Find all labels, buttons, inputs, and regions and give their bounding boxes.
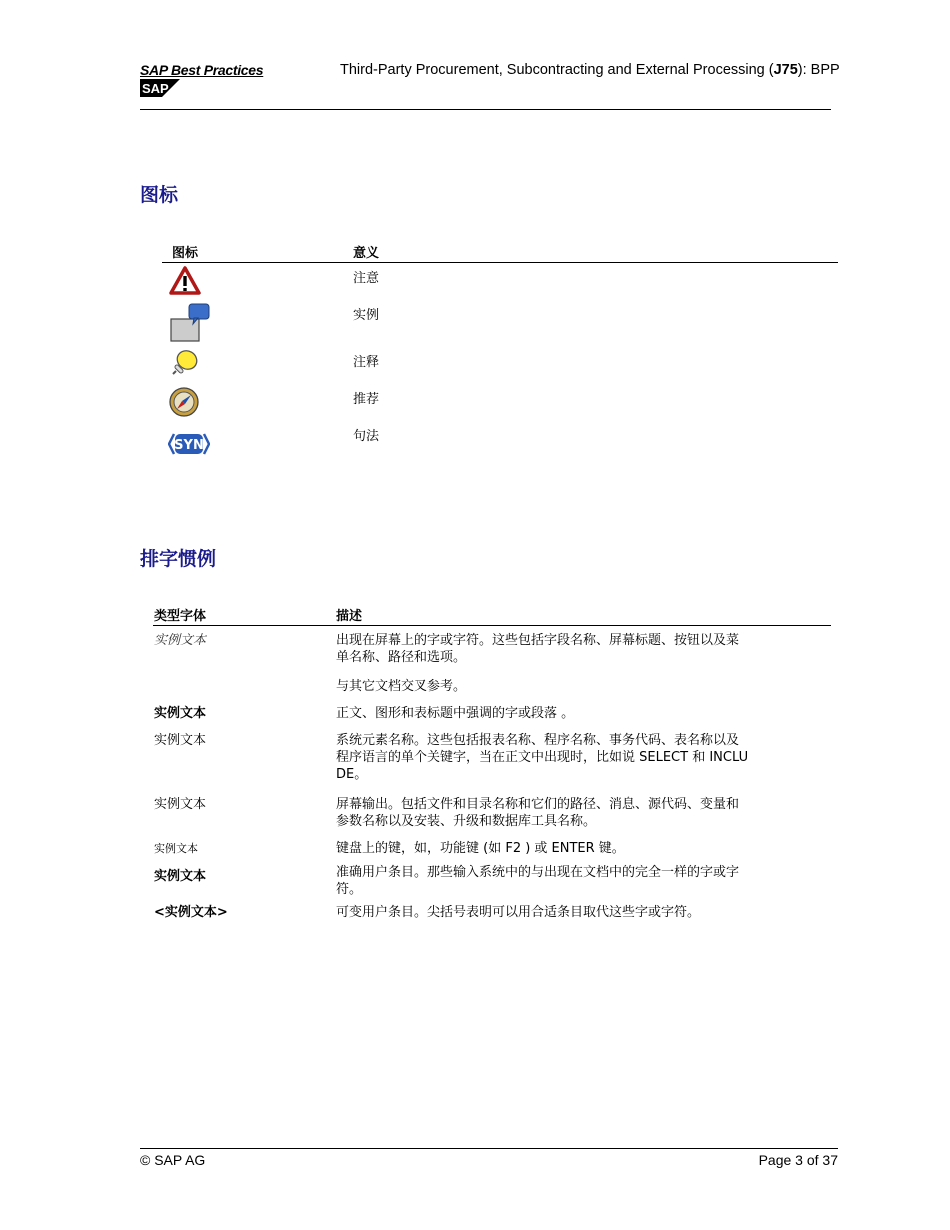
footer-copyright: © SAP AG [140,1152,206,1168]
brand-name: SAP Best Practices [140,62,264,78]
meaning-note: 注释 [353,355,380,370]
typo-heading: 排字惯例 [140,548,217,570]
document-title: Third-Party Procurement, Subcontracting and External Processing (J75): BPP [340,62,840,78]
example-screen-speech-icon [169,303,211,345]
desc-screen-text: 出现在屏幕上的字或字符。这些包括字段名称、屏幕标题、按钮以及菜 单名称、路径和选项。 [336,633,740,665]
sample-system-element: 实例文本 [154,733,207,748]
desc-system-element: 系统元素名称。这些包括报表名称、程序名称、事务代码、表名称以及 程序语言的单个关键字，当在正文中出现时，比如说 SELECT 和 INCLU DE。 [336,733,749,782]
syntax-syn-icon [168,430,210,458]
typo-col-header-desc: 描述 [336,609,363,624]
typo-table-rule [153,625,831,626]
sample-screen-output: 实例文本 [154,797,207,812]
icons-heading: 图标 [140,184,179,206]
meaning-recommendation: 推荐 [353,392,380,407]
footer-page-number: Page 3 of 37 [758,1152,838,1168]
note-lightbulb-icon [168,349,200,379]
icons-col-header-icon: 图标 [172,246,199,261]
meaning-example: 实例 [353,308,380,323]
desc-screen-output: 屏幕输出。包括文件和目录名称和它们的路径、消息、源代码、变量和 参数名称以及安装、升级和数据库工具名称。 [336,797,740,829]
typo-col-header-type: 类型字体 [154,609,207,624]
meaning-caution: 注意 [353,271,380,286]
svg-text:SAP: SAP [142,81,169,96]
sample-keys: 实例文本 [154,842,198,855]
svg-text:SYN: SYN [174,438,204,453]
sap-logo-icon [140,79,180,97]
sample-exact-entry: 实例文本 [154,869,207,884]
desc-emphasis: 正文、图形和表标题中强调的字或段落 。 [336,706,575,721]
header-rule [140,109,831,110]
desc-exact-entry: 准确用户条目。那些输入系统中的与出现在文档中的完全一样的字或字 符。 [336,865,740,897]
desc-cross-reference: 与其它文档交叉参考。 [336,679,467,694]
meaning-syntax: 句法 [353,429,380,444]
icons-col-header-meaning: 意义 [353,246,380,261]
sample-bold: 实例文本 [154,706,207,721]
recommendation-compass-icon [168,386,200,418]
caution-triangle-icon [169,266,201,296]
footer-rule [140,1148,838,1149]
icons-table-rule [162,262,838,263]
sample-variable-entry: <实例文本> [154,905,228,920]
desc-variable-entry: 可变用户条目。尖括号表明可以用合适条目取代这些字或字符。 [336,905,701,920]
desc-keys: 键盘上的键，如，功能键 (如 F2 ) 或 ENTER 键。 [336,841,625,856]
sample-italic: 实例文本 [154,633,207,648]
